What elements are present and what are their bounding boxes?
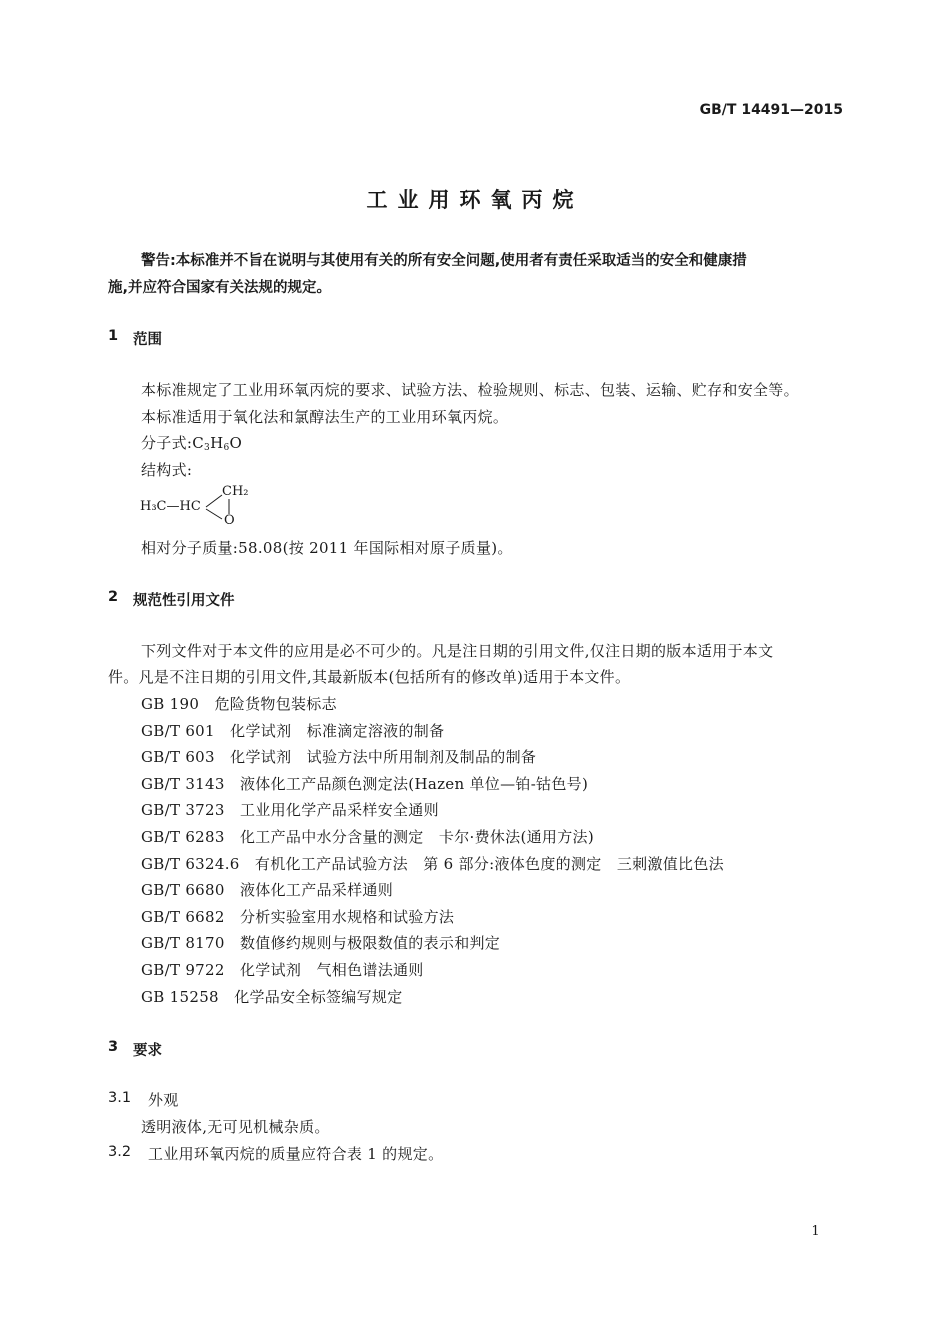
section-2-intro-1: 下列文件对于本文件的应用是必不可少的。凡是注日期的引用文件,仅注日期的版本适用于本文 — [141, 642, 774, 660]
reference-item: GB/T 6283 化工产品中水分含量的测定 卡尔·费休法(通用方法) — [141, 828, 594, 846]
molecular-formula — [141, 432, 242, 453]
page-title: 工业用环氧丙烷 — [366, 188, 584, 212]
bond-c-o — [206, 509, 222, 519]
formula-label: 分子式: — [141, 434, 193, 452]
section-2-intro-2: 件。凡是不注日期的引用文件,其最新版本(包括所有的修改单)适用于本文件。 — [108, 668, 631, 686]
page-number: 1 — [811, 1224, 820, 1239]
reference-item: GB 15258 化学品安全标签编写规定 — [141, 988, 403, 1006]
section-2-heading: 规范性引用文件 — [133, 593, 235, 609]
section-3-1-text: 透明液体,无可见机械杂质。 — [141, 1118, 330, 1136]
formula-c: C — [192, 434, 205, 452]
standard-code: GB/T 14491—2015 — [699, 102, 843, 118]
section-1-para-1: 本标准规定了工业用环氧丙烷的要求、试验方法、检验规则、标志、包装、运输、贮存和安全等。 — [141, 381, 799, 399]
section-1-number: 1 — [108, 328, 119, 344]
reference-item: GB/T 6324.6 有机化工产品试验方法 第 6 部分:液体色度的测定 三刺激值比色法 — [141, 855, 724, 873]
reference-item: GB/T 601 化学试剂 标准滴定溶液的制备 — [141, 722, 445, 740]
reference-item: GB/T 8170 数值修约规则与极限数值的表示和判定 — [141, 934, 501, 952]
formula-o: O — [229, 434, 243, 452]
structure-oxygen: O — [224, 513, 235, 528]
warning-line-2: 施,并应符合国家有关法规的规定。 — [108, 280, 332, 296]
reference-item: GB/T 6680 液体化工产品采样通则 — [141, 881, 394, 899]
section-2-number: 2 — [108, 589, 119, 605]
bond-c-ch2 — [206, 495, 222, 507]
molecular-mass: 相对分子质量:58.08(按 2011 年国际相对原子质量)。 — [141, 539, 513, 557]
formula-c-count: 3 — [204, 443, 211, 453]
structure-h3c-hc: H₃C—HC — [140, 499, 201, 514]
section-3-2-number: 3.2 — [108, 1144, 132, 1160]
reference-item: GB/T 3143 液体化工产品颜色测定法(Hazen 单位—铂-钴色号) — [141, 775, 589, 793]
reference-item: GB/T 3723 工业用化学产品采样安全通则 — [141, 801, 439, 819]
epoxide-ring-bonds — [138, 483, 258, 529]
reference-item: GB/T 9722 化学试剂 气相色谱法通则 — [141, 961, 424, 979]
section-3-2-text: 工业用环氧丙烷的质量应符合表 1 的规定。 — [148, 1145, 444, 1163]
section-3-1-number: 3.1 — [108, 1090, 132, 1106]
formula-h: H — [210, 434, 224, 452]
section-3-1-heading: 外观 — [148, 1091, 179, 1109]
reference-item: GB/T 603 化学试剂 试验方法中所用制剂及制品的制备 — [141, 748, 537, 766]
section-1-para-2: 本标准适用于氧化法和氯醇法生产的工业用环氧丙烷。 — [141, 408, 509, 426]
warning-line-1: 警告:本标准并不旨在说明与其使用有关的所有安全问题,使用者有责任采取适当的安全和健康措 — [141, 253, 747, 269]
structure-label: 结构式: — [141, 461, 193, 479]
section-3-heading: 要求 — [133, 1043, 162, 1059]
structure-ch2: CH₂ — [222, 484, 249, 499]
section-1-heading: 范围 — [133, 332, 162, 348]
section-3-number: 3 — [108, 1039, 119, 1055]
formula-h-count: 6 — [223, 443, 230, 453]
reference-item: GB/T 6682 分析实验室用水规格和试验方法 — [141, 908, 455, 926]
structural-formula — [138, 483, 258, 529]
reference-item: GB 190 危险货物包装标志 — [141, 695, 337, 713]
